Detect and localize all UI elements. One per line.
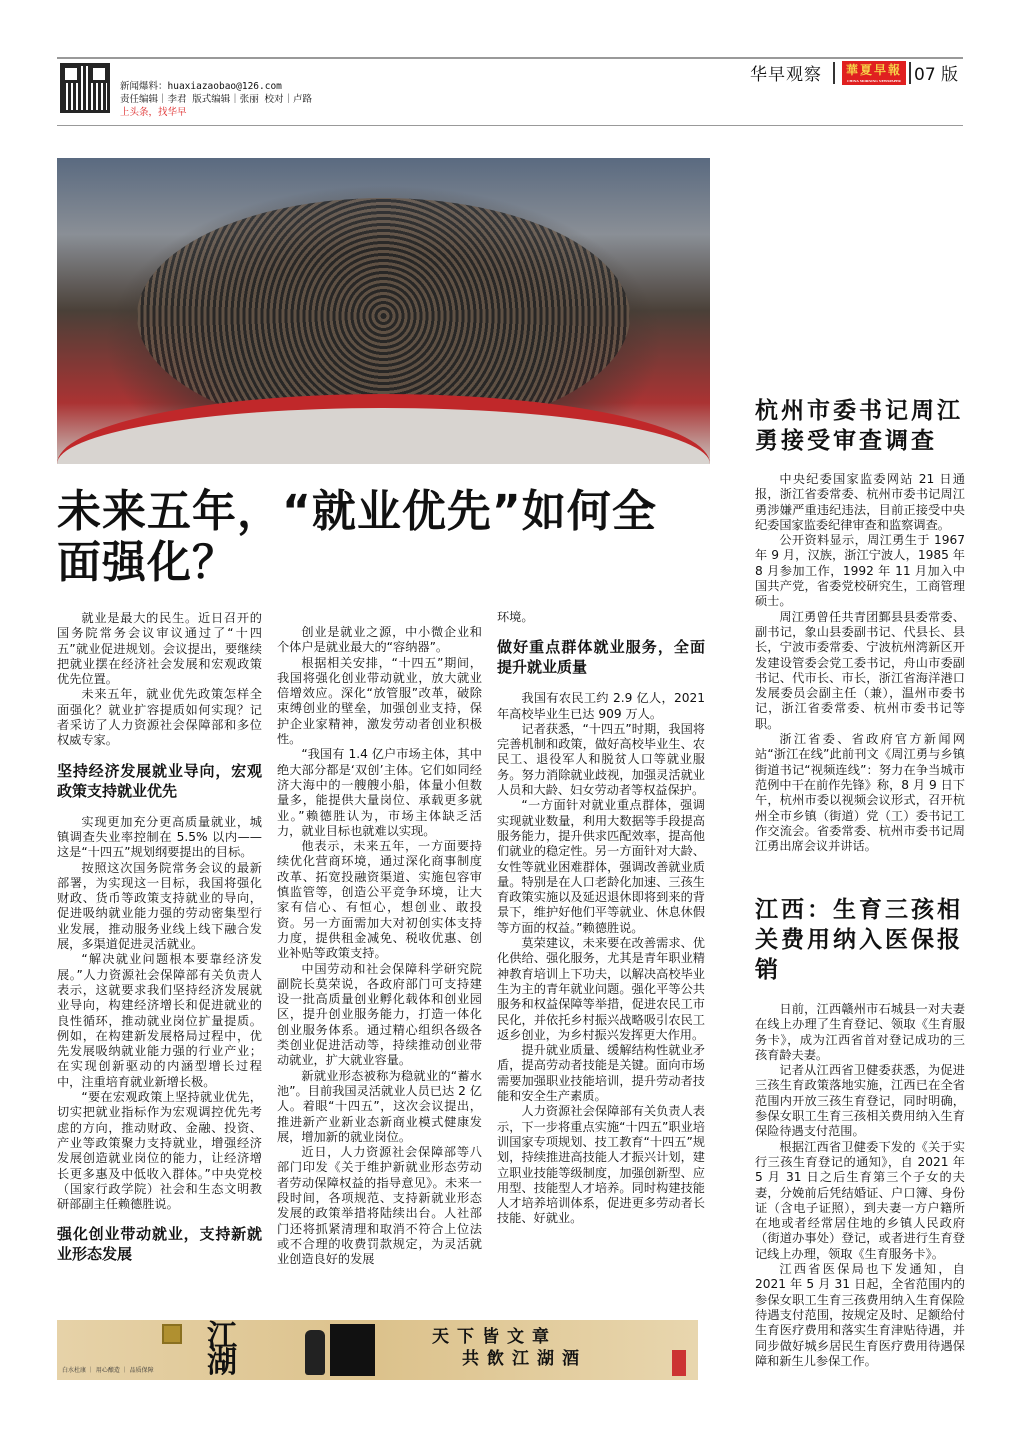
paragraph: 实现更加充分更高质量就业，城镇调查失业率控制在 5.5% 以内——这是“十四五”规划纲要提出的目标。 [57, 814, 262, 860]
paragraph: 日前，江西赣州市石城县一对夫妻在线上办理了生育登记、领取《生育服务卡》，成为江西省首对登记成功的三孩育龄夫妻。 [755, 1002, 965, 1062]
paragraph: “一方面针对就业重点群体，强调实现就业数量，利用大数据等手段提高服务能力，提升供求匹配效率，提高他们就业的稳定性。另一方面针对大龄、女性等就业困难群体，强调改善就业质量。特别是在人口老龄化加速、三孩生育政策实施以及延迟退休即将到来的背景下，维护好他们平等就业、休息休假等方面的权益。”赖德胜说。 [497, 798, 705, 935]
headline-line: 未来五年，“就业优先”如何全 [57, 486, 657, 537]
gift-box-icon [330, 1324, 375, 1376]
section-heading: 坚持经济发展就业导向，宏观政策支持就业优先 [57, 761, 262, 800]
paragraph: 就业是最大的民生。近日召开的国务院常务会议审议通过了“十四五”就业促进规划。会议提出，要继续把就业摆在经济社会发展和宏观政策优先位置。 [57, 611, 262, 687]
qr-code-icon[interactable] [60, 63, 110, 113]
paragraph: 中国劳动和社会保障科学研究院副院长莫荣说，各政府部门可支持建设一批高质量创业孵化载体和创业园区，提升创业服务能力，打造一体化创业服务体系。通过精心组织各级各类创业促进活动等，持续推动创业带动就业，扩大就业容量。 [277, 961, 482, 1068]
paragraph: 中央纪委国家监委网站 21 日通报，浙江省委常委、杭州市委书记周江勇涉嫌严重违纪违法，目前正接受中央纪委国家监委纪律审查和监察调查。 [755, 472, 965, 532]
paragraph: 人力资源社会保障部有关负责人表示，下一步将重点实施“十四五”职业培训国家专项规划、技工教育“十四五”规划，持续推进高技能人才振兴计划，建立职业技能等级制度，加强创新型、应用型、技能型人才培养。同时构建技能人才培养培训体系，促进更多劳动者长技能、好就业。 [497, 1104, 705, 1226]
editor-credits: 责任编辑｜李君 版式编辑｜张丽 校对｜卢路 [120, 94, 312, 105]
bottle-icon [305, 1330, 325, 1375]
side-story-2-body [755, 1002, 965, 1369]
job-fair-crowd-photo [57, 158, 710, 464]
paragraph: 近日，人力资源社会保障部等八部门印发《关于维护新就业形态劳动者劳动保障权益的指导意见》。未来一段时间，各项规范、支持新就业形态发展的政策举措将陆续出台。人社部门还将抓紧清理和取消不符合上位法或不合理的收费罚款规定，为灵活就业创造良好的发展 [277, 1145, 482, 1267]
slogan-line: 天下皆文章 [432, 1327, 557, 1347]
paragraph: “解决就业问题根本要靠经济发展。”人力资源社会保障部有关负责人表示，这就要求我们坚持经济发展就业导向，构建经济增长和促进就业的良性循环，推动就业岗位扩量提质。例如，在构建新发展格局过程中，优先发展吸纳就业能力强的行业产业；在实现创新驱动的内涵型增长过程中，注重培育就业新增长极。 [57, 952, 262, 1089]
hotline: 新闻爆料：huaxiazaobao@126.com [120, 81, 282, 92]
newspaper-logo [842, 61, 906, 85]
paragraph: 创业是就业之源，中小微企业和个体户是就业最大的“容纳器”。 [277, 625, 482, 655]
paragraph: “我国有 1.4 亿户市场主体，其中绝大部分都是‘双创’主体。它们如同经济大海中的一艘艘小船，体量小但数量多，能提供大量岗位、承载更多就业。”赖德胜认为，市场主体缺乏活力，就业目标也就难以实现。 [277, 747, 482, 838]
paragraph: 我国有农民工约 2.9 亿人，2021 年高校毕业生已达 909 万人。 [497, 691, 705, 721]
section-name: 华早观察 [750, 65, 822, 85]
ad-slogan [432, 1326, 587, 1370]
paragraph: 新就业形态被称为稳就业的“蓄水池”。目前我国灵活就业人员已达 2 亿人。着眼“十四五”，这次会议提出，推进新产业新业态新商业模式健康发展，增加新的就业岗位。 [277, 1068, 482, 1144]
divider [833, 62, 835, 84]
paragraph: 莫荣建议，未来要在改善需求、优化供给、强化服务，尤其是青年职业精神教育培训上下功夫，以解决高校毕业生为主的青年就业问题。强化平等公共服务和权益保障等举措，促进农民工市民化，并依托乡村振兴战略吸引农民工返乡创业，为乡村振兴发挥更大作用。 [497, 936, 705, 1042]
section-heading: 强化创业带动就业，支持新就业形态发展 [57, 1225, 262, 1264]
paragraph: 江西省医保局也下发通知，自 2021 年 5 月 31 日起，全省范围内的参保女职工生育三孩费用纳入生育保险待遇支付范围，按规定及时、足额给付生育医疗费用和落实生育津贴待遇，并同步做好城乡居民生育医疗费用待遇保障和新生儿参保工作。 [755, 1262, 965, 1368]
header-rule [57, 125, 963, 126]
paragraph: 未来五年，就业优先政策怎样全面强化？就业扩容提质如何实现？记者采访了人力资源社会保障部和多位权威专家。 [57, 687, 262, 748]
paragraph: 浙江省委、省政府官方新闻网站“浙江在线”此前刊文《周江勇与乡镇街道书记“视频连线”：努力在争当城市范例中干在前作先锋》称，8 月 9 日下午，杭州市委以视频会议形式，召开杭州全市乡镇（街道）党（工）委书记工作交流会。省委常委、杭州市委书记周江勇出席会议并讲话。 [755, 732, 965, 854]
side-story-1-title: 杭州市委书记周江勇接受审查调查 [755, 398, 963, 454]
masthead-meta [120, 80, 312, 119]
paragraph: 根据江西省卫健委下发的《关于实行三孩生育登记的通知》，自 2021 年 5 月 31 日之后生育第三个子女的夫妻，分娩前后凭结婚证、户口簿、身份证（含电子证照），到夫妻一方户籍所在地或者经常居住地的乡镇人民政府（街道办事处）登记，或者进行生育登记线上办理，领取《生育服务卡》。 [755, 1139, 965, 1261]
article-column-1 [57, 611, 262, 1278]
headline-line: 面强化？ [57, 537, 237, 588]
paragraph: 记者获悉，“十四五”时期，我国将完善机制和政策，做好高校毕业生、农民工、退役军人和脱贫人口等就业服务。努力消除就业歧视，加强灵活就业人员和大龄、妇女劳动者等权益保护。 [497, 721, 705, 798]
tagline: 上头条，找华早 [120, 107, 187, 118]
paragraph: 记者从江西省卫健委获悉，为促进三孩生育政策落地实施，江西已在全省范围内开放三孩生育登记，同时明确，参保女职工生育三孩相关费用纳入生育保险待遇支付范围。 [755, 1063, 965, 1139]
main-headline [57, 486, 707, 588]
side-story-1-body [755, 472, 965, 854]
paragraph: 提升就业质量、缓解结构性就业矛盾，提高劳动者技能是关键。面向市场需要加强职业技能培训，提升劳动者技能和安全生产素质。 [497, 1043, 705, 1104]
logo-text: 華夏早報 [845, 63, 902, 77]
seal-icon [162, 1324, 182, 1344]
paragraph: 他表示，未来五年，一方面要持续优化营商环境，通过深化商事制度改革、拓宽投融资渠道、实施包容审慎监管等，创造公平竞争环境，让大家有信心、有恒心，想创业、敢投资。另一方面需加大对初创实体支持力度，提供租金减免、税收优惠、创业补贴等政策支持。 [277, 839, 482, 961]
slogan-line: 共飲江湖酒 [462, 1349, 587, 1369]
liquor-advertisement[interactable] [57, 1320, 698, 1380]
section-heading: 做好重点群体就业服务，全面提升就业质量 [497, 638, 705, 677]
paragraph: 环境。 [497, 610, 534, 624]
side-story-2-title: 江西：生育三孩相关费用纳入医保报销 [755, 897, 963, 983]
paragraph: “要在宏观政策上坚持就业优先，切实把就业指标作为宏观调控优先考虑的方向，推动财政、金融、投资、产业等政策聚力支持就业，增强经济发展创造就业岗位的能力，让经济增长更多惠及中低收入群体。”中央党校（国家行政学院）社会和生态文明教研部副主任赖德胜说。 [57, 1090, 262, 1212]
page-number: 07 版 [914, 65, 959, 85]
article-column-3 [497, 610, 705, 1227]
logo-subtext: CHINA MORNING NEWSPAPER [847, 79, 901, 83]
paragraph: 周江勇曾任共青团鄞县县委常委、副书记，象山县委副书记、代县长、县长，宁波市委常委、宁波杭州湾新区开发建设管委会党工委书记，舟山市委副书记、代市长、市长，浙江省海洋港口发展委员会副主任（兼），温州市委书记，浙江省委常委、杭州市委书记等职。 [755, 609, 965, 731]
paragraph: 根据相关安排，“十四五”期间，我国将强化创业带动就业，放大就业倍增效应。深化“放管服”改革，破除束缚创业的壁垒，加强创业支持，保护企业家精神，激发劳动者创业积极性。 [277, 655, 482, 747]
divider [909, 62, 911, 84]
paragraph: 按照这次国务院常务会议的最新部署，为实现这一目标，我国将强化财政、货币等政策支持就业的导向，促进吸纳就业能力强的劳动密集型行业发展，推动服务业线上线下融合发展，多渠道促进灵活就业。 [57, 860, 262, 952]
article-column-2 [277, 625, 482, 1267]
top-rule [57, 57, 963, 59]
red-seal-icon [672, 1350, 686, 1376]
ad-brand: 江湖 [207, 1320, 237, 1380]
paragraph: 公开资料显示，周江勇生于 1967 年 9 月，汉族，浙江宁波人，1985 年 8 月参加工作，1992 年 11 月加入中国共产党，省委党校研究生，工商管理硕士。 [755, 533, 965, 609]
ad-footer: 白水杜康 ｜ 用心酿造 ｜ 品质保障 [62, 1367, 154, 1374]
